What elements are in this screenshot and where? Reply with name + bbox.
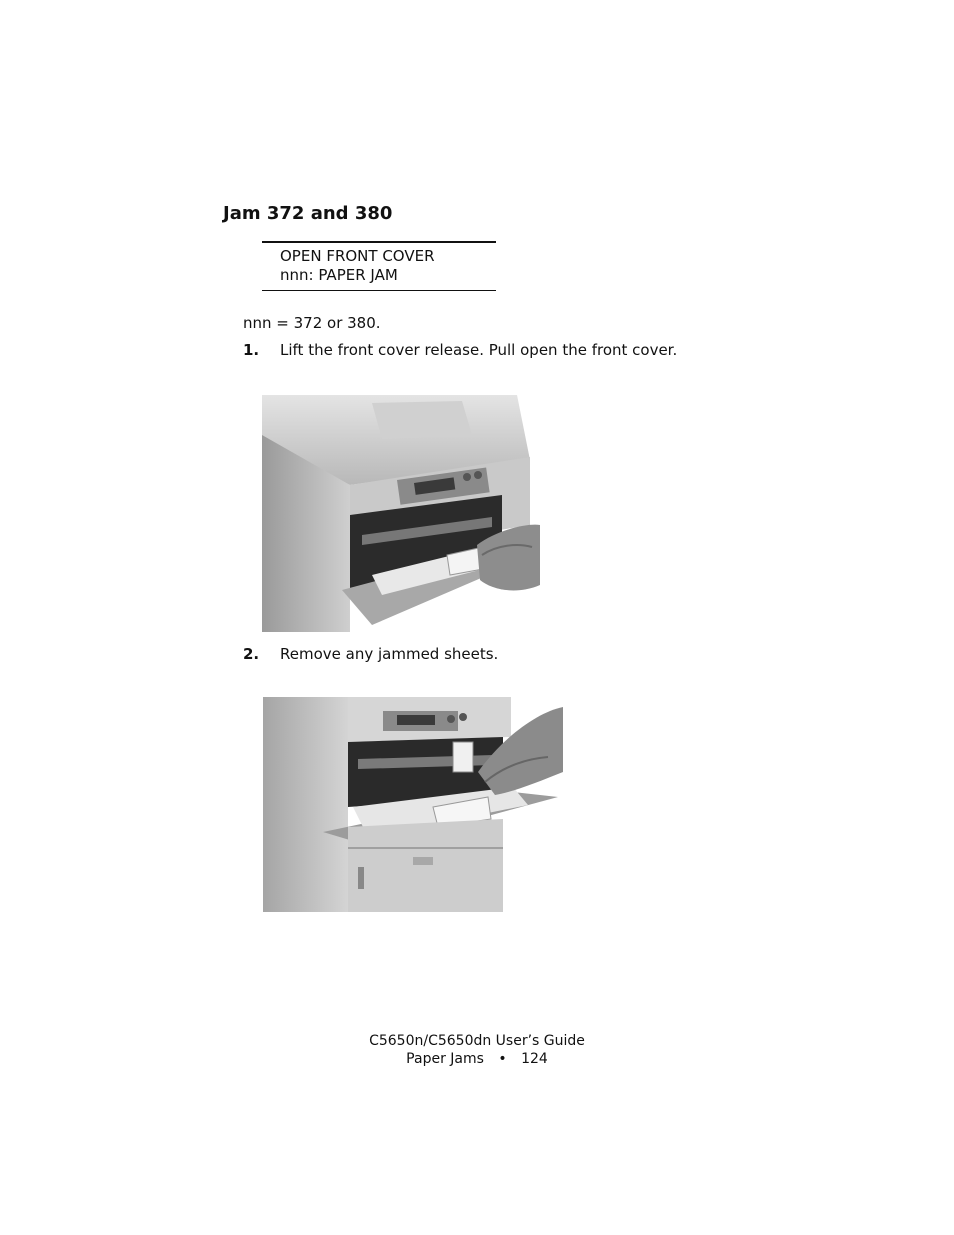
step-1-number: 1. — [243, 341, 260, 359]
step-2-number: 2. — [243, 645, 260, 663]
panel-message-line-2: nnn: PAPER JAM — [280, 266, 398, 284]
panel-message-line-1: OPEN FRONT COVER — [280, 247, 435, 265]
remove-jammed-sheets-illustration — [263, 697, 563, 912]
printer-front-cover-open-illustration — [262, 395, 540, 632]
footer-bullet: • — [498, 1051, 507, 1067]
step-1-text: Lift the front cover release. Pull open the front cover. — [280, 341, 678, 359]
step-2-text: Remove any jammed sheets. — [280, 645, 499, 663]
operator-panel-message — [262, 241, 496, 291]
footer-page-info — [0, 1051, 954, 1067]
intro-text: nnn = 372 or 380. — [243, 314, 381, 332]
section-heading: Jam 372 and 380 — [223, 203, 393, 224]
footer-guide-title: C5650n/C5650dn User’s Guide — [369, 1033, 585, 1049]
footer-section: Paper Jams — [406, 1051, 484, 1067]
footer-page-number: 124 — [521, 1051, 548, 1067]
